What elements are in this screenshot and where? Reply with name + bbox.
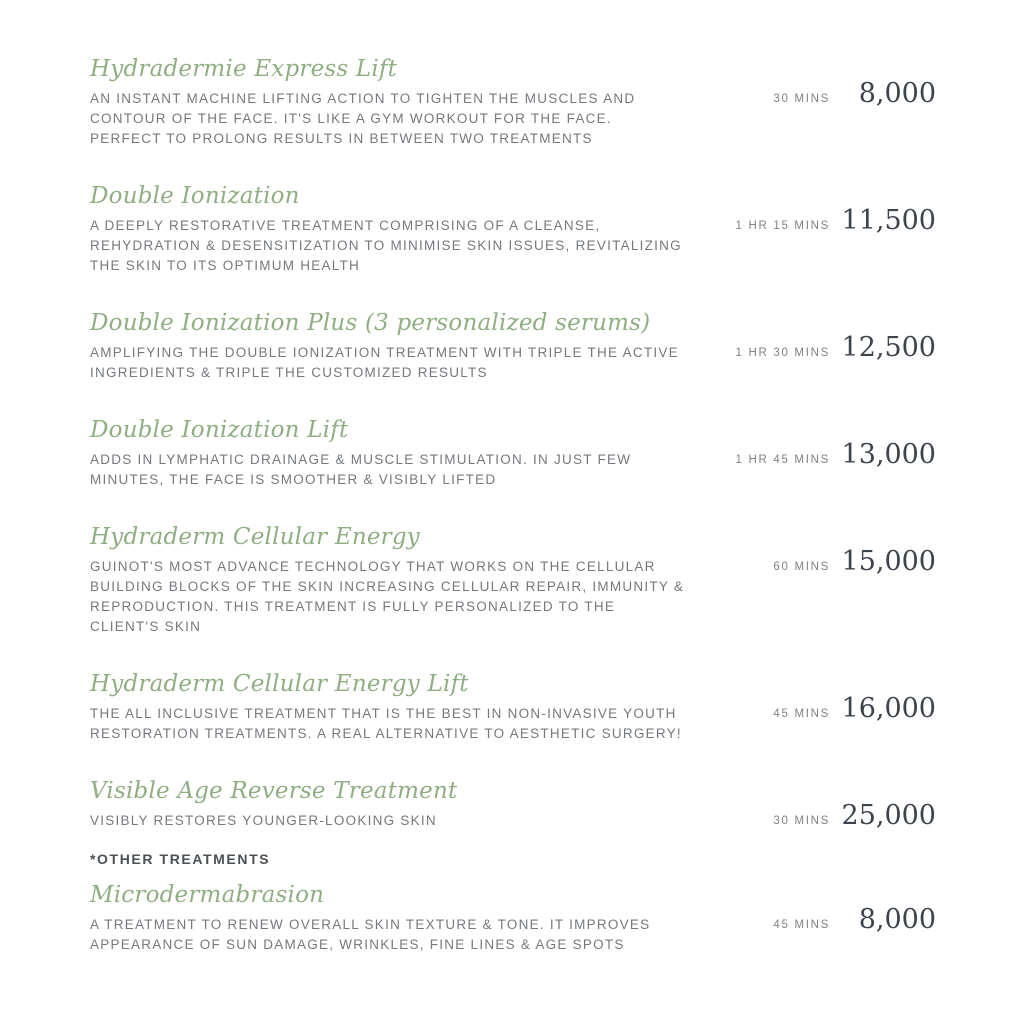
treatment-duration: 1 HR 15 MINS	[735, 220, 830, 232]
treatment-pricing	[686, 417, 936, 470]
treatment-info	[90, 882, 686, 955]
treatment-price: 12,500	[841, 332, 936, 363]
treatment-price: 8,000	[858, 904, 936, 935]
treatment-duration: 30 MINS	[773, 815, 830, 827]
treatment-pricing	[686, 671, 936, 724]
treatment-duration: 45 MINS	[773, 919, 830, 931]
treatment-duration: 30 MINS	[773, 93, 830, 105]
treatment-info	[90, 56, 686, 149]
treatment-row	[90, 56, 936, 149]
treatment-description: THE ALL INCLUSIVE TREATMENT THAT IS THE BEST IN NON-INVASIVE YOUTH RESTORATION TREATMENTS. A REAL ALTERNATIVE TO AESTHETIC SURGERY!	[90, 706, 682, 741]
treatment-name: Microdermabrasion	[90, 882, 325, 908]
treatment-name: Double Ionization	[90, 183, 300, 209]
treatment-price: 15,000	[841, 546, 936, 577]
treatment-price: 11,500	[841, 205, 936, 236]
treatment-info	[90, 778, 686, 831]
treatment-name: Hydradermie Express Lift	[90, 56, 398, 82]
treatment-pricing	[686, 882, 936, 935]
treatment-name: Hydraderm Cellular Energy Lift	[90, 671, 469, 697]
treatment-price: 8,000	[858, 78, 936, 109]
treatment-row	[90, 778, 936, 831]
treatment-row	[90, 882, 936, 955]
treatment-pricing	[686, 310, 936, 363]
treatment-duration: 1 HR 45 MINS	[735, 454, 830, 466]
treatment-row	[90, 671, 936, 744]
treatment-pricing	[686, 183, 936, 236]
treatment-price: 25,000	[841, 800, 936, 831]
treatment-description: AMPLIFYING THE DOUBLE IONIZATION TREATMENT WITH TRIPLE THE ACTIVE INGREDIENTS & TRIPLE THE CUSTOMIZED RESULTS	[90, 345, 679, 380]
treatment-name: Visible Age Reverse Treatment	[90, 778, 458, 804]
treatment-pricing	[686, 524, 936, 577]
treatment-name: Double Ionization Lift	[90, 417, 349, 443]
treatment-pricing	[686, 778, 936, 831]
treatment-info	[90, 310, 686, 383]
treatment-pricing	[686, 56, 936, 109]
treatment-info	[90, 524, 686, 637]
treatment-description: ADDS IN LYMPHATIC DRAINAGE & MUSCLE STIMULATION. IN JUST FEW MINUTES, THE FACE IS SMOOTHER & VISIBLY LIFTED	[90, 452, 632, 487]
treatment-name: Double Ionization Plus (3 personalized serums)	[90, 310, 651, 336]
treatment-row	[90, 524, 936, 637]
other-treatments-section-header: *OTHER TREATMENTS	[90, 851, 271, 867]
treatment-duration: 45 MINS	[773, 708, 830, 720]
treatment-description: A DEEPLY RESTORATIVE TREATMENT COMPRISING OF A CLEANSE, REHYDRATION & DESENSITIZATION TO MINIMISE SKIN ISSUES, REVITALIZING THE SKIN TO ITS OPTIMUM HEALTH	[90, 218, 682, 273]
treatment-info	[90, 671, 686, 744]
treatment-row	[90, 183, 936, 276]
treatment-description: A TREATMENT TO RENEW OVERALL SKIN TEXTURE & TONE. IT IMPROVES APPEARANCE OF SUN DAMAGE, WRINKLES, FINE LINES & AGE SPOTS	[90, 917, 651, 952]
treatment-price: 16,000	[841, 693, 936, 724]
treatment-duration: 60 MINS	[773, 561, 830, 573]
treatment-price-list	[90, 56, 936, 955]
treatment-price: 13,000	[841, 439, 936, 470]
treatment-duration: 1 HR 30 MINS	[735, 347, 830, 359]
treatment-description: GUINOT'S MOST ADVANCE TECHNOLOGY THAT WORKS ON THE CELLULAR BUILDING BLOCKS OF THE SKIN INCREASING CELLULAR REPAIR, IMMUNITY & REPRODUCTION. THIS TREATMENT IS FULLY PERSONALIZED TO THE CLIENT'S SKIN	[90, 559, 685, 634]
treatment-description: VISIBLY RESTORES YOUNGER-LOOKING SKIN	[90, 813, 437, 828]
treatment-info	[90, 417, 686, 490]
treatment-row	[90, 417, 936, 490]
treatment-info	[90, 183, 686, 276]
treatment-row	[90, 310, 936, 383]
treatment-description: AN INSTANT MACHINE LIFTING ACTION TO TIGHTEN THE MUSCLES AND CONTOUR OF THE FACE. IT'S LIKE A GYM WORKOUT FOR THE FACE. PERFECT TO PROLONG RESULTS IN BETWEEN TWO TREATMENTS	[90, 91, 636, 146]
treatment-name: Hydraderm Cellular Energy	[90, 524, 420, 550]
